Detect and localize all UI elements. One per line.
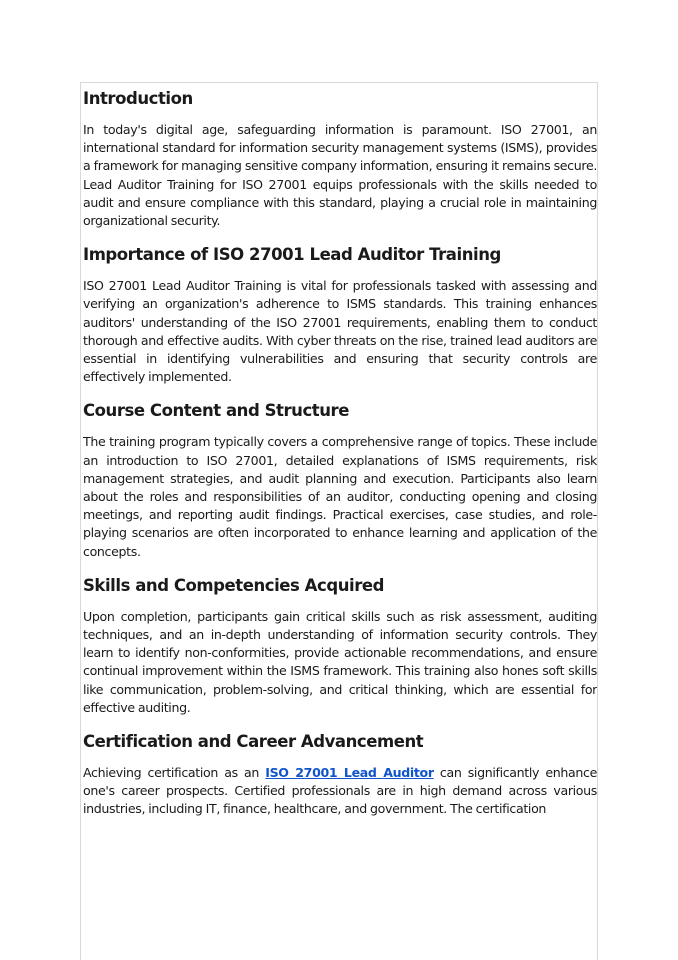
iso-27001-lead-auditor-link[interactable]: ISO 27001 Lead Auditor — [265, 765, 434, 781]
heading-course-content: Course Content and Structure — [83, 401, 349, 421]
document-content — [81, 83, 597, 819]
paragraph-certification — [83, 764, 597, 819]
certification-text-before: Achieving certification as an — [83, 765, 266, 781]
paragraph-importance: ISO 27001 Lead Auditor Training is vital for professionals tasked with assessing and verifying an organization's adherence to ISMS standards. This training enhances auditors' understanding of the ISO 27001 requirements, enabling them to conduct thorough and effective audits. With cyber threats on the rise, trained lead auditors are essential in identifying vulnerabilities and ensuring that security controls are effectively implemented. — [83, 278, 597, 385]
document-page — [80, 82, 598, 960]
heading-introduction: Introduction — [83, 89, 193, 108]
heading-skills: Skills and Competencies Acquired — [83, 575, 384, 595]
heading-importance: Importance of ISO 27001 Lead Auditor Training — [83, 245, 501, 265]
heading-certification: Certification and Career Advancement — [83, 732, 424, 752]
paragraph-introduction: In today's digital age, safeguarding information is paramount. ISO 27001, an international standard for information security management systems (ISMS), provides a framework for managing sensitive company information, ensuring it remains secure. Lead Auditor Training for ISO 27001 equips professionals with the skills needed to audit and ensure compliance with this standard, playing a crucial role in maintaining organizational security. — [83, 122, 597, 229]
paragraph-skills: Upon completion, participants gain critical skills such as risk assessment, auditing techniques, and an in-depth understanding of information security controls. They learn to identify non-conformities, provide actionable recommendations, and ensure continual improvement within the ISMS framework. This training also hones soft skills like communication, problem-solving, and critical thinking, which are essential for effective auditing. — [83, 608, 597, 715]
certification-text-after: can significantly enhance one's career prospects. Certified professionals are in high demand across various industries, including IT, finance, healthcare, and government. The certification — [83, 765, 597, 817]
paragraph-course-content: The training program typically covers a comprehensive range of topics. These include an introduction to ISO 27001, detailed explanations of ISMS requirements, risk management strategies, and audit planning and execution. Participants also learn about the roles and responsibilities of an auditor, conducting opening and closing meetings, and reporting audit findings. Practical exercises, case studies, and role- playing scenarios are often incorporated to enhance learning and application of the concepts. — [83, 434, 597, 559]
